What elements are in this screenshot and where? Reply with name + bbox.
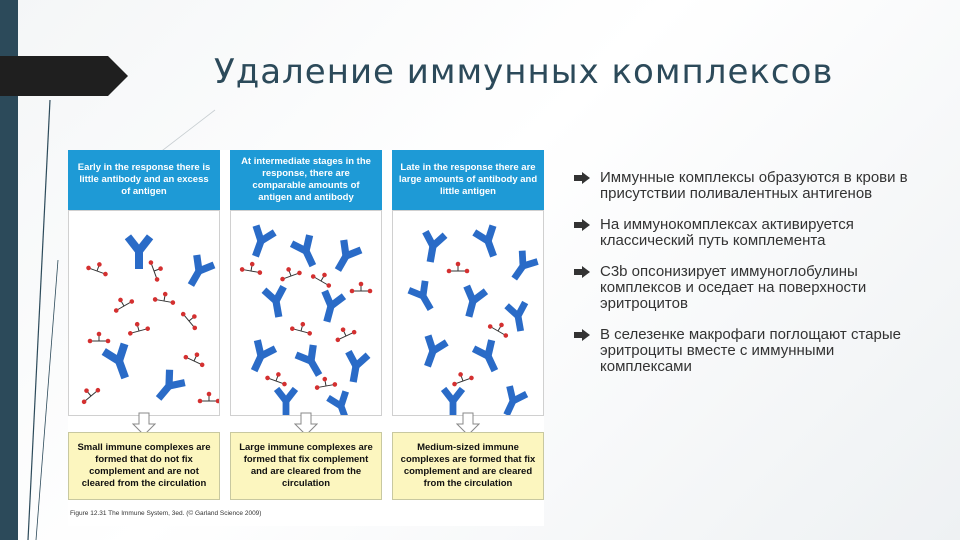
bullet-item: [572, 217, 912, 249]
arrow-bullet-icon: [574, 219, 590, 231]
stage-header-intermediate: At intermediate stages in the response, there are comparable amounts of antigen and antibody: [230, 150, 382, 210]
antigen-icon: [180, 306, 203, 331]
antigen-icon: [239, 260, 263, 275]
stage-panel-intermediate: [230, 210, 382, 416]
antibody-icon: [149, 366, 189, 406]
stage-outcome-early: Small immune complexes are formed that do not fix complement and are not cleared from the circulation: [68, 432, 220, 500]
antibody-illustration-late: [393, 211, 543, 415]
stage-header-late: Late in the response there are large amounts of antibody and little antigen: [392, 150, 544, 210]
bullet-item: [572, 327, 912, 375]
bullet-text: Иммунные комплексы образуются в крови в присутствии поливалентных антигенов: [600, 169, 908, 202]
antigen-icon: [487, 317, 512, 338]
bullet-text: На иммунокомплексах активируется классический путь комплемента: [600, 216, 854, 249]
arrow-bullet-icon: [574, 329, 590, 341]
antibody-icon: [243, 223, 278, 261]
antigen-icon: [350, 282, 373, 294]
antibody-icon: [441, 387, 465, 415]
stage-panel-late: [392, 210, 544, 416]
arrow-bullet-icon: [574, 172, 590, 184]
antibody-illustration-intermediate: [231, 211, 381, 415]
title-tab-marker: [0, 56, 128, 96]
antigen-icon: [148, 257, 167, 282]
antibody-icon: [418, 229, 449, 264]
antibody-icon: [496, 383, 530, 415]
antibody-icon: [274, 387, 298, 415]
antibody-icon: [292, 342, 330, 382]
antigen-icon: [265, 368, 290, 387]
stage-outcome-intermediate: Large immune complexes are formed that fix complement and are cleared from the circulation: [230, 432, 382, 500]
antibody-icon: [504, 300, 533, 333]
antibody-icon: [314, 288, 347, 325]
immune-complex-figure: [68, 150, 544, 526]
antibody-icon: [327, 237, 365, 277]
antibody-icon: [415, 333, 450, 371]
slide-title: Удаление иммунных комплексов: [214, 52, 834, 92]
antigen-icon: [76, 382, 101, 405]
stage-panel-early: [68, 210, 220, 416]
antigen-icon: [126, 319, 151, 336]
antigen-icon: [313, 375, 337, 390]
antibody-icon: [456, 283, 489, 320]
antigen-icon: [198, 392, 219, 404]
antibody-icon: [180, 252, 218, 292]
antibody-icon: [288, 232, 324, 271]
antigen-icon: [277, 263, 302, 282]
antigen-icon: [183, 348, 208, 368]
bullet-text: В селезенке макрофаги поглощают старые эритроциты вместе с иммунными комплексами: [600, 326, 901, 375]
antigen-icon: [110, 292, 135, 313]
bullet-list: [572, 170, 912, 390]
antigen-icon: [447, 262, 470, 274]
bullet-text: С3b опсонизирует иммуноглобулины комплексов и оседает на поверхности эритроцитов: [600, 263, 867, 312]
antibody-icon: [405, 278, 441, 316]
antibody-icon: [341, 349, 372, 384]
antibody-icon: [470, 337, 506, 376]
antigen-icon: [310, 267, 335, 288]
antibody-icon: [243, 337, 279, 376]
figure-credit: Figure 12.31 The Immune System, 3ed. (© Garland Science 2009): [70, 510, 262, 517]
bullet-item: [572, 264, 912, 312]
antigen-icon: [88, 332, 111, 344]
antibody-icon: [504, 247, 541, 285]
stage-outcome-late: Medium-sized immune complexes are formed that fix complement and are cleared from the circulation: [392, 432, 544, 500]
antigen-icon: [449, 368, 474, 387]
antibody-icon: [100, 340, 139, 382]
antigen-icon: [332, 323, 357, 343]
stage-header-early: Early in the response there is little antibody and an excess of antigen: [68, 150, 220, 210]
antibody-illustration-early: [69, 211, 219, 415]
antigen-icon: [152, 290, 176, 305]
antigen-icon: [289, 319, 314, 336]
antibody-icon: [261, 284, 292, 319]
antibody-icon: [125, 234, 153, 269]
bullet-item: [572, 170, 912, 202]
arrow-bullet-icon: [574, 266, 590, 278]
antibody-icon: [325, 389, 358, 415]
antigen-icon: [86, 258, 111, 277]
antibody-icon: [471, 223, 506, 261]
